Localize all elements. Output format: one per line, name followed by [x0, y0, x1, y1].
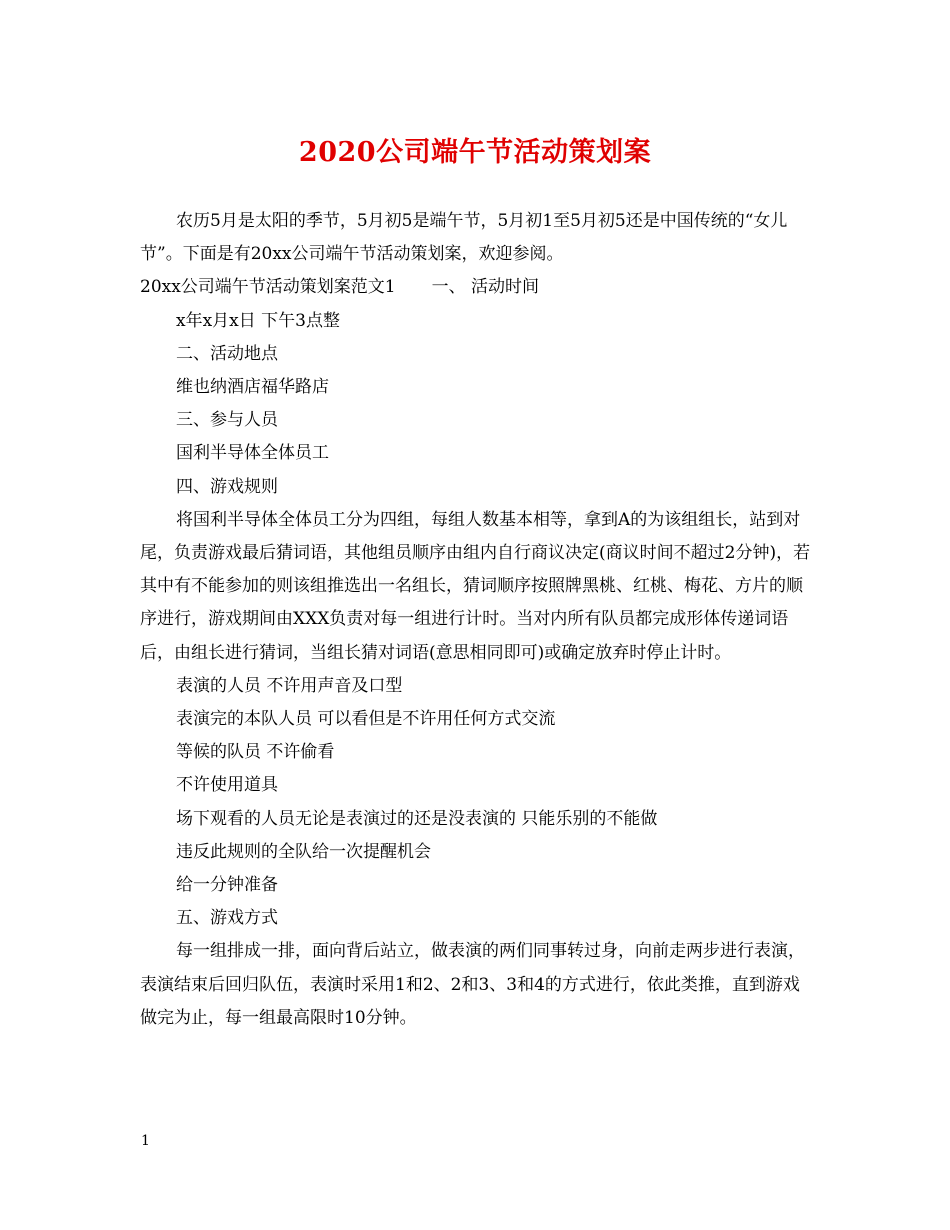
- location-text: 维也纳酒店福华路店: [176, 377, 329, 398]
- rule-item: 表演完的本队人员 可以看但是不许用任何方式交流: [176, 709, 556, 730]
- time-text: x年x月x日 下午3点整: [176, 310, 340, 331]
- section-heading-rules: 四、游戏规则: [176, 476, 278, 497]
- section-heading-participants: 三、参与人员: [176, 410, 278, 431]
- intro-paragraph: 农历5月是太阳的季节，5月初5是端午节，5月初1至5月初5还是中国传统的“女儿节”。下面是有20xx公司端午节活动策划案，欢迎参阅。: [140, 211, 788, 265]
- participants-text: 国利半导体全体员工: [176, 443, 329, 464]
- rule-item: 等候的队员 不许偷看: [176, 742, 335, 763]
- section-heading-method: 五、游戏方式: [176, 908, 278, 929]
- rule-item: 给一分钟准备: [176, 875, 278, 896]
- section-heading-time: 一、 活动时间: [431, 277, 540, 298]
- document-body: [140, 205, 815, 1035]
- rule-item: 不许使用道具: [176, 775, 278, 796]
- rule-item: 场下观看的人员无论是表演过的还是没表演的 只能乐别的不能做: [176, 808, 658, 829]
- page-number: 1: [141, 1133, 150, 1149]
- section-heading-location: 二、活动地点: [176, 343, 278, 364]
- rules-paragraph: 将国利半导体全体员工分为四组，每组人数基本相等，拿到A的为该组组长，站到对尾，负责游戏最后猜词语，其他组员顺序由组内自行商议决定(商议时间不超过2分钟)，若其中有不能参加的则该组推选出一名组长，猜词顺序按照牌黑桃、红桃、梅花、方片的顺序进行，游戏期间由XXX负责对每一组进行计时。当对内所有队员都完成形体传递词语后，由组长进行猜词，当组长猜对词语(意思相同即可)或确定放弃时停止计时。: [140, 509, 811, 663]
- method-paragraph: 每一组排成一排，面向背后站立，做表演的两们同事转过身，向前走两步进行表演，表演结束后回归队伍，表演时采用1和2、2和3、3和4的方式进行，依此类推，直到游戏做完为止，每一组最高限时10分钟。: [140, 941, 805, 1028]
- document-title: 2020公司端午节活动策划案: [298, 137, 652, 168]
- rule-item: 违反此规则的全队给一次提醒机会: [176, 841, 431, 862]
- sample-heading: 20xx公司端午节活动策划案范文1: [140, 277, 396, 298]
- sample-heading-line: [140, 271, 815, 304]
- rule-item: 表演的人员 不许用声音及口型: [176, 675, 403, 696]
